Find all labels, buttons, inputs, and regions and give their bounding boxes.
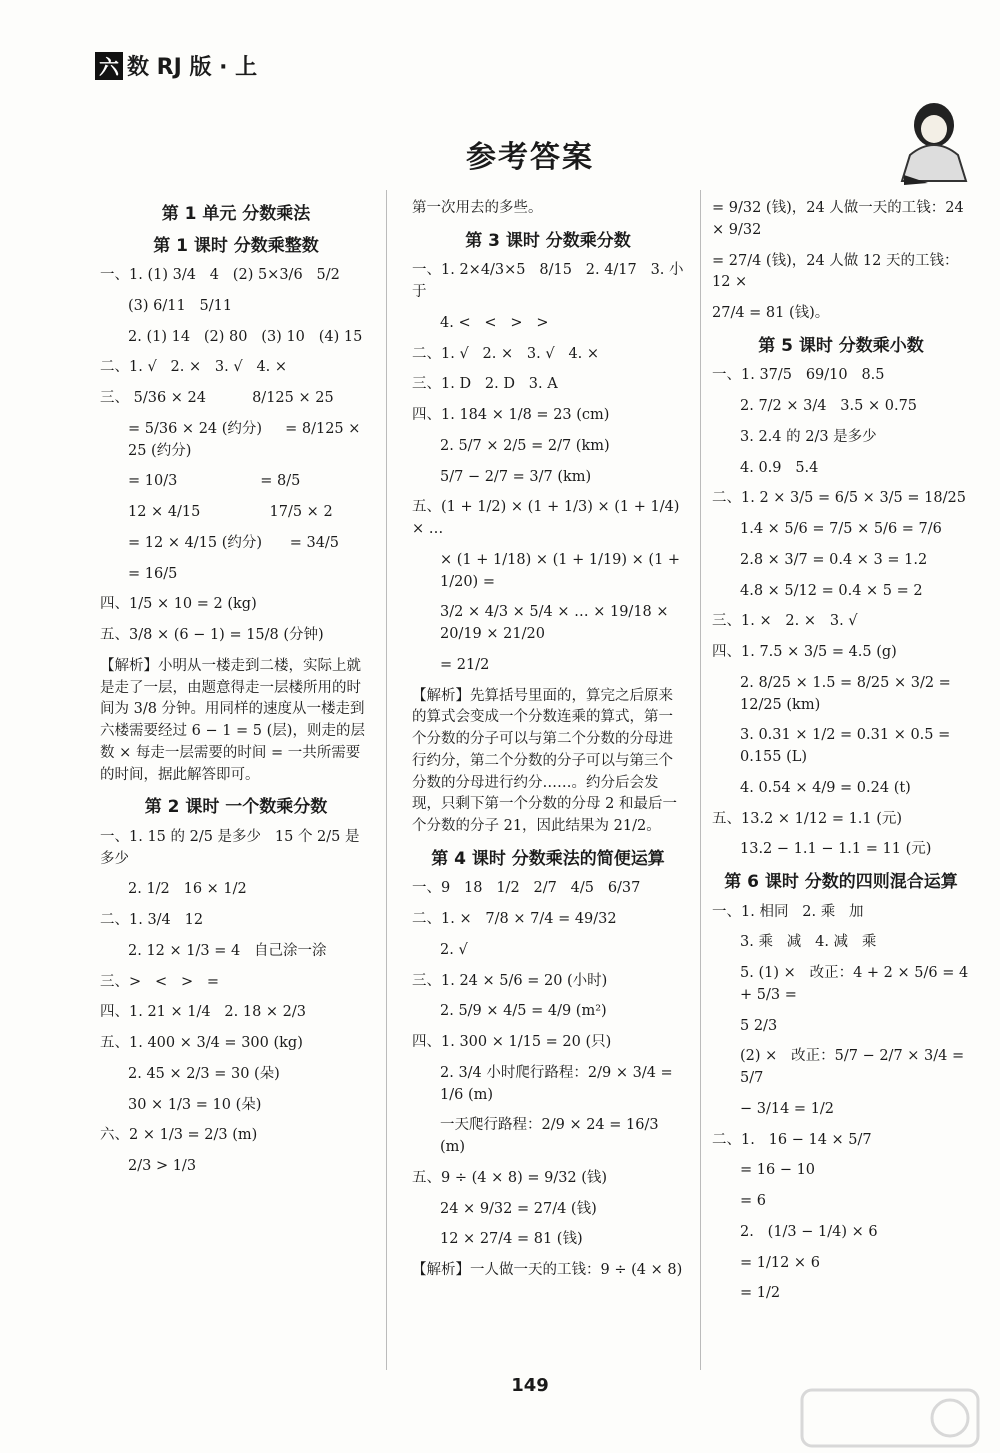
answer-line: 五、1. 400 × 3/4 = 300 (kg) <box>100 1035 303 1051</box>
answer-line: 2/3 > 1/3 <box>128 1158 197 1174</box>
analysis-text: 【解析】一人做一天的工钱：9 ÷ (4 × 8) <box>412 1262 683 1278</box>
answer-line: 二、1. 16 − 14 × 5/7 <box>712 1131 872 1148</box>
answer-line: 2. 5/7 × 2/5 = 2/7 (km) <box>440 437 610 454</box>
answer-line: 2. √ <box>440 941 468 958</box>
answer-line: 三、1. × 2. × 3. √ <box>712 613 858 630</box>
answer-column-3 <box>712 198 973 1314</box>
answer-line: 三、1. D 2. D 3. A <box>412 376 558 393</box>
answer-line: 2. 8/25 × 1.5 = 8/25 × 3/2 = 12/25 (km) <box>740 674 956 713</box>
answer-line: 1.4 × 5/6 = 7/5 × 5/6 = 7/6 <box>740 521 942 537</box>
answer-line: 30 × 1/3 = 10 (朵) <box>128 1096 262 1113</box>
page-number: 149 <box>511 1375 549 1396</box>
answer-line: = 6 <box>740 1193 766 1209</box>
answer-line: 五、3/8 × (6 − 1) = 15/8 (分钟) <box>100 627 324 643</box>
answer-line: 二、1. × 7/8 × 7/4 = 49/32 <box>412 911 617 927</box>
column-divider <box>386 190 387 1370</box>
answer-line: (3) 6/11 5/11 <box>128 297 233 314</box>
answer-line: 二、1. √ 2. × 3. √ 4. × <box>412 345 600 362</box>
answer-line: = 12 × 4/15 (约分) = 34/5 <box>128 534 340 551</box>
answer-column-1 <box>100 198 372 1187</box>
answer-line: 四、1. 21 × 1/4 2. 18 × 2/3 <box>100 1004 307 1021</box>
answer-line: 三、 5/36 × 24 8/125 × 25 <box>100 390 334 406</box>
lesson-heading: 第 4 课时 分数乘法的简便运算 <box>431 848 665 869</box>
answer-line: 四、1. 7.5 × 3/5 = 4.5 (g) <box>712 644 897 660</box>
answer-line: 4. 0.9 5.4 <box>740 459 819 476</box>
answer-line: 3. 乘 减 4. 减 乘 <box>740 934 877 951</box>
answer-line: 5 2/3 <box>740 1017 778 1034</box>
column-divider <box>700 190 701 1370</box>
answer-line: 六、2 × 1/3 = 2/3 (m) <box>100 1127 258 1144</box>
girl-illustration <box>888 95 980 187</box>
answer-line: × (1 + 1/18) × (1 + 1/19) × (1 + 1/20) = <box>440 551 685 590</box>
answer-line: 27/4 = 81 (钱)。 <box>712 305 830 321</box>
answer-line: 第一次用去的多些。 <box>412 200 543 216</box>
answer-line: 一、1. 15 的 2/5 是多少 15 个 2/5 是多少 <box>100 828 360 867</box>
answer-line: 五、13.2 × 1/12 = 1.1 (元) <box>712 810 903 827</box>
answer-line: 一、9 18 1/2 2/7 4/5 6/37 <box>412 880 641 897</box>
answer-line: 24 × 9/32 = 27/4 (钱) <box>440 1200 597 1217</box>
answer-line: = 27/4 (钱)，24 人做 12 天的工钱：12 × <box>712 252 959 291</box>
answer-line: 13.2 − 1.1 − 1.1 = 11 (元) <box>740 841 932 858</box>
answer-line: 3/2 × 4/3 × 5/4 × … × 19/18 × 20/19 × 21/20 <box>440 604 674 642</box>
answer-line: 四、1. 300 × 1/15 = 20 (只) <box>412 1034 612 1050</box>
answer-line: 一、1. (1) 3/4 4 (2) 5×3/6 5/2 <box>100 267 340 283</box>
grade-badge: 六 <box>95 52 123 80</box>
answer-line: 2. 3/4 小时爬行路程：2/9 × 3/4 = 1/6 (m) <box>440 1064 678 1103</box>
lesson-heading: 第 6 课时 分数的四则混合运算 <box>724 872 958 892</box>
answer-line: 一天爬行路程：2/9 × 24 = 16/3 (m) <box>440 1117 664 1155</box>
answer-line: = 10/3 = 8/5 <box>128 473 301 490</box>
lesson-heading: 第 1 课时 分数乘整数 <box>153 235 319 256</box>
page-header <box>95 50 257 81</box>
page-title: 参考答案 <box>466 140 594 175</box>
lesson-heading: 第 3 课时 分数乘分数 <box>465 230 631 251</box>
analysis-text: 【解析】小明从一楼走到二楼，实际上就是走了一层，由题意得走一层楼所用的时间为 3/8 分钟。用同样的速度从一楼走到六楼需要经过 6 − 1 = 5 (层)，则走的层数 × 每走一层需要的时间 = 一共所需要的时间，据此解答即可。 <box>100 657 365 783</box>
analysis-text: 【解析】先算括号里面的，算完之后原来的算式会变成一个分数连乘的算式，第一个分数的分子可以与第二个分数的分母进行约分，第二个分数的分子可以与第三个分数的分母进行约分……。约分后会发现，只剩下第一个分数的分母 2 和最后一个分数的分子 21，因此结果为 21/2。 <box>412 687 677 834</box>
answer-line: 2.8 × 3/7 = 0.4 × 3 = 1.2 <box>740 551 928 568</box>
answer-column-2 <box>412 198 684 1291</box>
answer-line: 2. 7/2 × 3/4 3.5 × 0.75 <box>740 398 918 414</box>
answer-line: 2. 1/2 16 × 1/2 <box>128 881 247 898</box>
answer-line: 5/7 − 2/7 = 3/7 (km) <box>440 468 592 485</box>
answer-line: 3. 0.31 × 1/2 = 0.31 × 0.5 = 0.155 (L) <box>740 727 955 765</box>
answer-line: 二、1. 3/4 12 <box>100 912 204 928</box>
answer-line: 一、1. 2×4/3×5 8/15 2. 4/17 3. 小于 <box>412 262 684 300</box>
answer-line: 2. 12 × 1/3 = 4 自己涂一涂 <box>128 942 327 959</box>
answer-line: 5. (1) × 改正：4 + 2 × 5/6 = 4 + 5/3 = <box>740 965 973 1003</box>
answer-line: 五、(1 + 1/2) × (1 + 1/3) × (1 + 1/4) × … <box>412 499 685 537</box>
answer-line: = 5/36 × 24 (约分) = 8/125 × 25 (约分) <box>128 420 366 459</box>
answer-line: (2) × 改正：5/7 − 2/7 × 3/4 = 5/7 <box>740 1048 969 1086</box>
answer-line: 二、1. 2 × 3/5 = 6/5 × 3/5 = 18/25 <box>712 490 966 507</box>
answer-line: 4. < < > > <box>440 314 549 331</box>
answer-line: 2. (1/3 − 1/4) × 6 <box>740 1223 878 1240</box>
edition-label: 数 RJ 版 · 上 <box>127 55 258 80</box>
answer-line: = 16/5 <box>128 565 178 582</box>
answer-line: = 9/32 (钱)，24 人做一天的工钱：24 × 9/32 <box>712 200 969 238</box>
answer-line: = 1/2 <box>740 1285 781 1302</box>
answer-line: 4. 0.54 × 4/9 = 0.24 (t) <box>740 779 911 796</box>
answer-line: 4.8 × 5/12 = 0.4 × 5 = 2 <box>740 582 923 599</box>
answer-line: 一、1. 相同 2. 乘 加 <box>712 903 864 920</box>
answer-line: = 16 − 10 <box>740 1162 816 1179</box>
lesson-heading: 第 5 课时 分数乘小数 <box>758 335 924 356</box>
answer-line: 2. 45 × 2/3 = 30 (朵) <box>128 1065 280 1082</box>
answer-line: 三、1. 24 × 5/6 = 20 (小时) <box>412 972 608 989</box>
answer-line: 2. (1) 14 (2) 80 (3) 10 (4) 15 <box>128 328 363 345</box>
answer-line: 2. 5/9 × 4/5 = 4/9 (m²) <box>440 1003 607 1020</box>
answer-line: 四、1/5 × 10 = 2 (kg) <box>100 596 257 613</box>
lesson-heading: 第 2 课时 一个数乘分数 <box>144 797 328 818</box>
answer-line: = 1/12 × 6 <box>740 1254 820 1271</box>
answer-line: = 21/2 <box>440 656 490 673</box>
answer-line: 3. 2.4 的 2/3 是多少 <box>740 428 877 445</box>
answer-line: 四、1. 184 × 1/8 = 23 (cm) <box>412 407 610 423</box>
answer-line: 12 × 27/4 = 81 (钱) <box>440 1231 583 1248</box>
answer-line: − 3/14 = 1/2 <box>740 1100 835 1117</box>
answer-line: 一、1. 37/5 69/10 8.5 <box>712 367 885 384</box>
answer-line: 二、1. √ 2. × 3. √ 4. × <box>100 359 288 376</box>
answer-line: 12 × 4/15 17/5 × 2 <box>128 504 333 520</box>
answer-line: 三、> < > = <box>100 973 220 990</box>
watermark-logo <box>800 1388 980 1448</box>
lesson-heading: 第 1 单元 分数乘法 <box>161 204 311 224</box>
answer-line: 五、9 ÷ (4 × 8) = 9/32 (钱) <box>412 1169 608 1186</box>
